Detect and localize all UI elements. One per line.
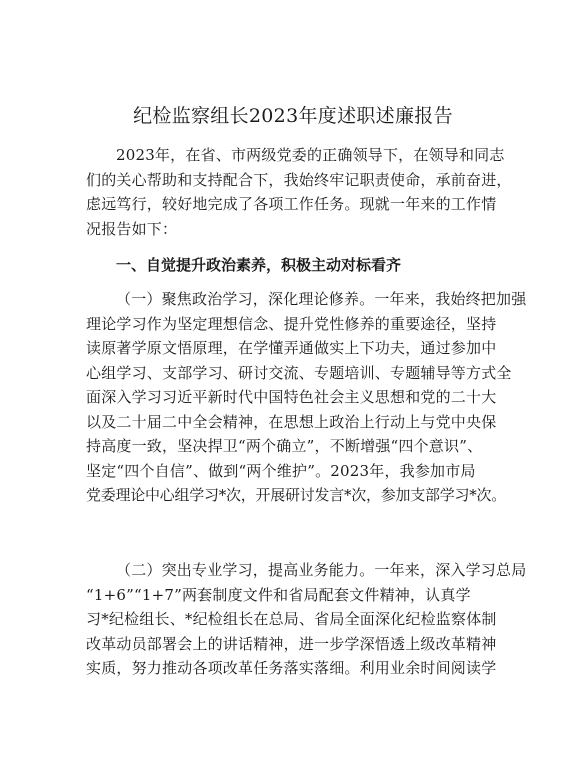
section-1-1-line-5: 面深入学习习近平新时代中国特色社会主义思想和党的二十大 xyxy=(86,388,497,406)
section-1-1-line-3: 读原著学原文悟原理，在学懂弄通做实上下功夫，通过参加中 xyxy=(86,339,497,357)
intro-paragraph xyxy=(86,143,516,241)
intro-line-3: 虑远笃行，较好地完成了各项工作任务。现就一年来的工作情 xyxy=(86,195,497,213)
section-1-2-line-1: （二）突出专业学习，提高业务能力。一年来，深入学习总局 xyxy=(116,561,527,579)
intro-line-2: 们的关心帮助和支持配合下，我始终牢记职责使命，承前奋进， xyxy=(86,170,512,189)
section-1-1-line-2: 理论学习作为坚定理想信念、提升党性修养的重要途径，坚持 xyxy=(86,314,497,333)
section-1-2-line-4: 改革动员部署会上的讲话精神，进一步学深悟透上级改革精神 xyxy=(86,634,497,653)
section-1-1-line-8: 坚定“四个自信”、做到“两个维护”。2023年，我参加市局 xyxy=(86,461,476,480)
section-1-1-line-7: 持高度一致，坚决捍卫“两个确立”，不断增强“四个意识”、 xyxy=(86,437,483,455)
section-1-1-line-9: 党委理论中心组学习*次，开展研讨发言*次，参加支部学习*次。 xyxy=(86,486,507,504)
intro-line-4: 况报告如下： xyxy=(86,219,178,238)
section-1-1-line-4: 心组学习、支部学习、研讨交流、专题培训、专题辅导等方式全 xyxy=(86,363,512,382)
section-1-1-paragraph xyxy=(86,287,527,508)
section-1-1-line-6: 以及二十届二中全会精神，在思想上政治上行动上与党中央保 xyxy=(86,412,497,431)
document-title: 纪检监察组长2023年度述职述廉报告 xyxy=(133,105,453,127)
section-1-1-line-1: （一）聚焦政治学习，深化理论修养。一年来，我始终把加强 xyxy=(116,290,527,308)
section-1-2-line-5: 实质，努力推动各项改革任务落实落细。利用业余时间阅读学 xyxy=(86,659,497,677)
section-1-2-line-2: “1+6”“1+7”两套制度文件和省局配套文件精神，认真学 xyxy=(86,585,471,604)
section-1-2-paragraph xyxy=(86,558,527,681)
section-heading-1: 一、自觉提升政治素养，积极主动对标看齐 xyxy=(116,256,402,274)
section-1-2-line-3: 习*纪检组长、*纪检组长在总局、省局全面深化纪检监察体制 xyxy=(86,610,497,628)
intro-line-1: 2023年，在省、市两级党委的正确领导下，在领导和同志 xyxy=(116,146,505,164)
